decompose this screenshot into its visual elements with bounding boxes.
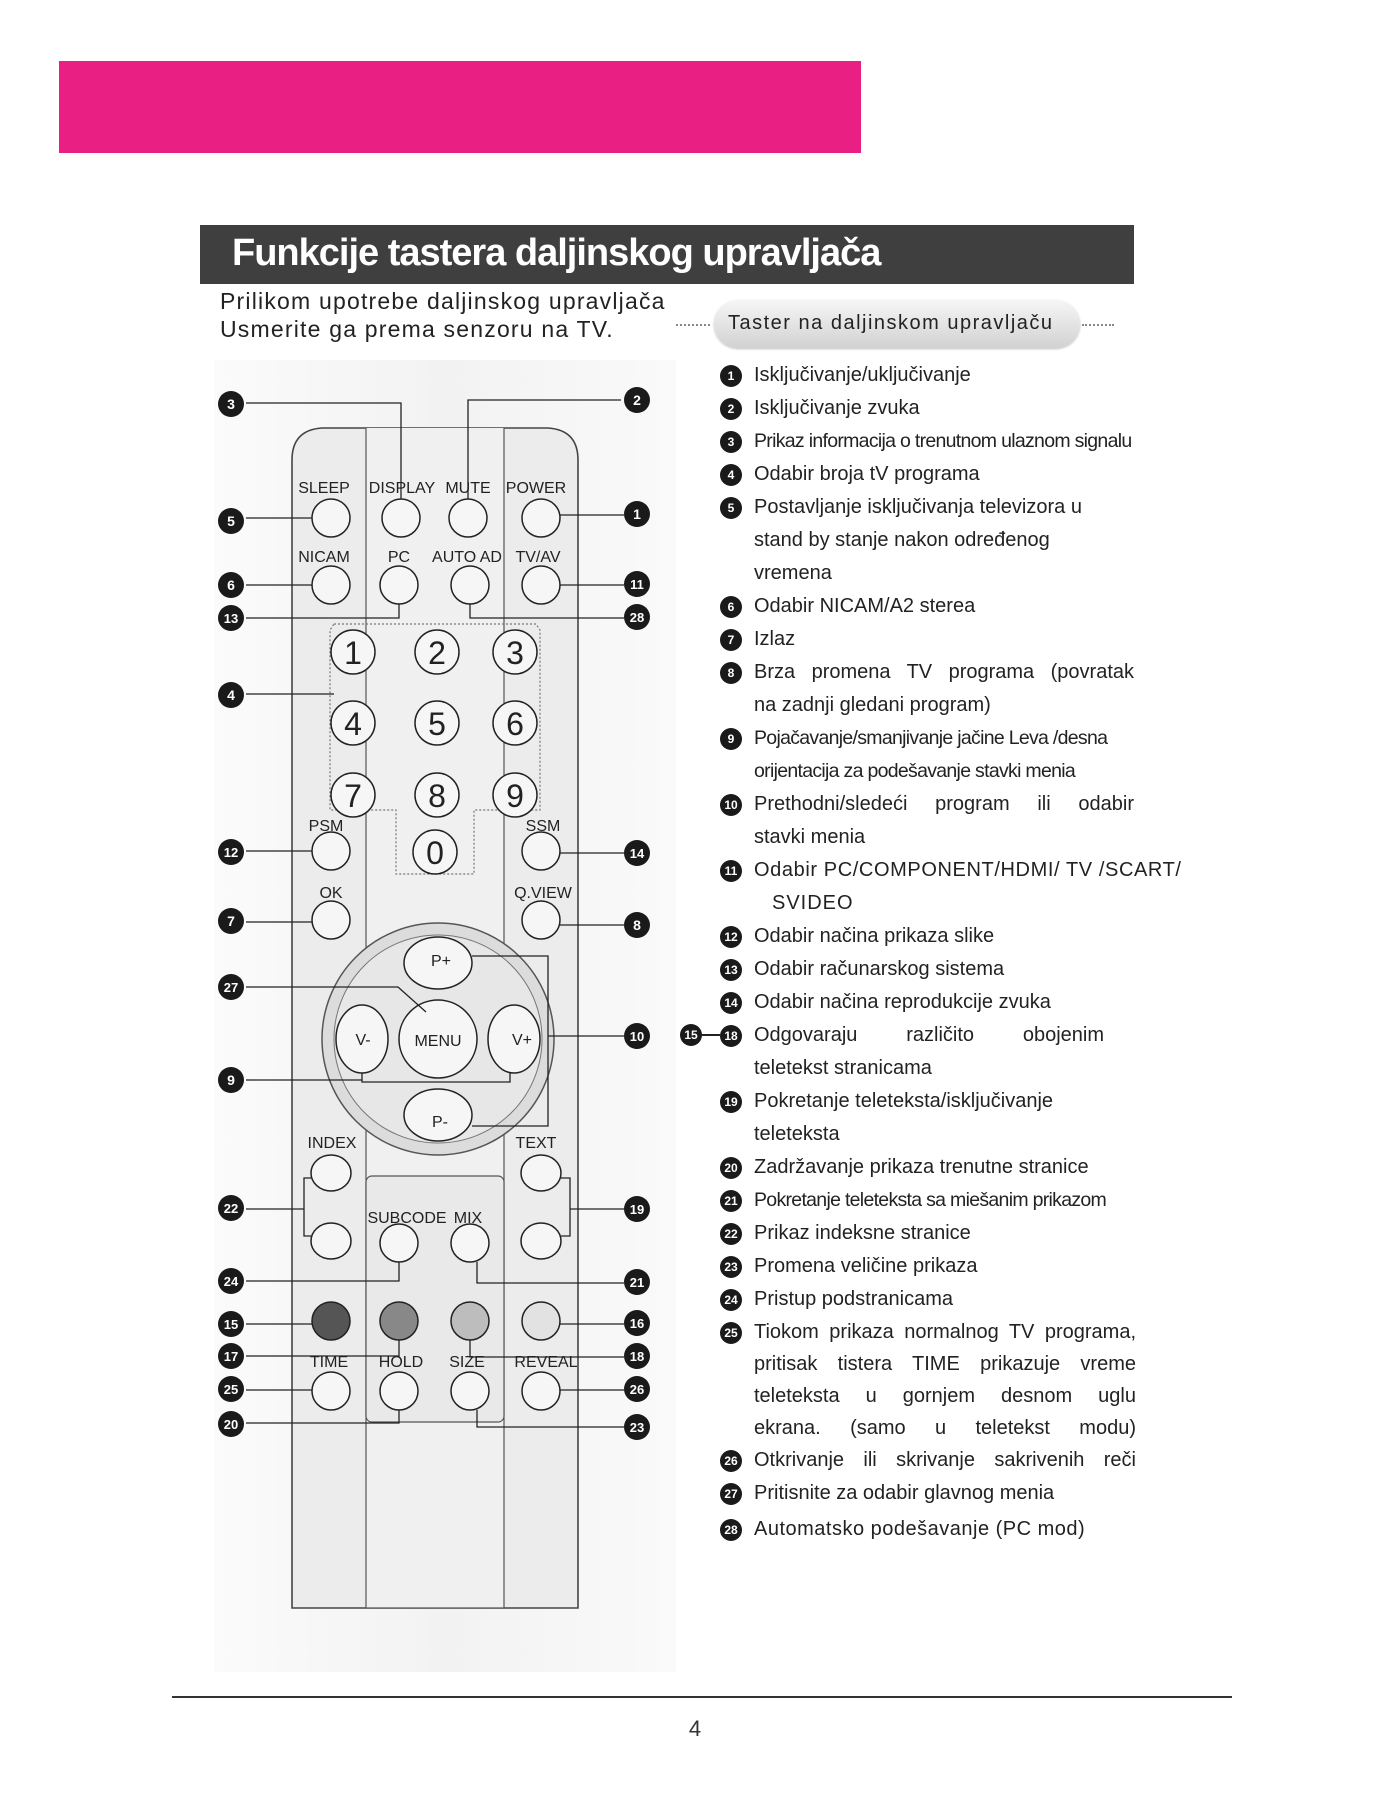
legend-text: vremena: [754, 562, 832, 584]
legend-item-3: [720, 425, 1180, 455]
digit-6-label: 6: [506, 706, 524, 742]
p-plus-label: P+: [430, 953, 452, 970]
display-button: [382, 499, 420, 537]
mute-label: MUTE: [445, 480, 491, 497]
pc-button: [380, 566, 418, 604]
svg-text:12: 12: [223, 845, 239, 860]
svg-text:17: 17: [223, 1349, 239, 1364]
page-title: Funkcije tastera daljinskog upravljača: [232, 232, 881, 274]
callout-10: [624, 1023, 650, 1049]
legend-text: teletekst stranicama: [754, 1057, 932, 1079]
legend-number: 3: [720, 431, 742, 453]
legend-text: Prikaz indeksne stranice: [754, 1222, 971, 1244]
digit-1-label: 1: [344, 635, 362, 671]
svg-text:13: 13: [223, 611, 239, 626]
svg-text:15: 15: [223, 1317, 239, 1332]
svg-text:14: 14: [629, 846, 645, 861]
subcode-button: [380, 1224, 418, 1262]
svg-text:10: 10: [629, 1029, 645, 1044]
psm-button: [312, 832, 350, 870]
svg-text:26: 26: [629, 1382, 645, 1397]
legend-item-13: [720, 953, 1180, 983]
legend-number: 12: [720, 926, 742, 948]
legend-item-11: [720, 854, 1180, 884]
legend-text: Isključivanje zvuka: [754, 397, 920, 419]
callout-9: [218, 1067, 244, 1093]
legend-number: 28: [720, 1519, 742, 1541]
legend-number: 21: [720, 1190, 742, 1212]
legend-item-22: [720, 1217, 1180, 1247]
legend-text: Odabir PC/COMPONENT/HDMI/ TV /SCART/: [754, 859, 1182, 881]
blue-button: [522, 1302, 560, 1340]
legend-item-23: [720, 1250, 1180, 1280]
legend-item-25-cont: [720, 1348, 1180, 1378]
legend-number: 25: [720, 1322, 742, 1344]
pc-label: PC: [387, 549, 411, 566]
legend-item-28: [720, 1513, 1180, 1543]
legend-text: Odgovaraju različito obojenim: [754, 1024, 1104, 1046]
legend-number: 1: [720, 365, 742, 387]
autoad-label: AUTO AD: [432, 549, 502, 566]
legend-text: orijentacija za podešavanje stavki menia: [754, 760, 1076, 782]
legend-text: Tiokom prikaza normalnog TV programa,: [754, 1321, 1136, 1343]
svg-text:27: 27: [223, 980, 239, 995]
svg-text:11: 11: [630, 577, 644, 592]
svg-text:8: 8: [633, 917, 641, 933]
svg-text:5: 5: [227, 513, 235, 529]
legend-item-25: [720, 1316, 1180, 1346]
legend-text: Pokretanje teleteksta/isključivanje: [754, 1090, 1054, 1112]
legend-item-6: [720, 590, 1180, 620]
index-down-button: [311, 1223, 351, 1259]
tvav-button: [522, 566, 560, 604]
legend-text: teleteksta u gornjem desnom uglu: [754, 1385, 1136, 1407]
callout-8: [624, 912, 650, 938]
legend-text: Promena veličine prikaza: [754, 1255, 978, 1277]
legend-number: 4: [720, 464, 742, 486]
legend-number-15: 15: [680, 1024, 702, 1046]
legend-item-5: [720, 491, 1180, 521]
text-up-button: [521, 1155, 561, 1191]
callout-24: [218, 1268, 244, 1294]
text-label: TEXT: [515, 1135, 557, 1152]
legend-number: 5: [720, 497, 742, 519]
callout-11: [624, 571, 650, 597]
legend-item-9-cont: [720, 755, 1180, 785]
callout-26: [624, 1376, 650, 1402]
legend-number: 6: [720, 596, 742, 618]
mix-label: MIX: [453, 1210, 483, 1227]
text-down-button: [521, 1223, 561, 1259]
callout-2: [624, 387, 650, 413]
legend-item-5-cont: [720, 557, 1180, 587]
legend-text: Odabir broja tV programa: [754, 463, 980, 485]
legend-text: Odabir NICAM/A2 sterea: [754, 595, 976, 617]
tvav-label: TV/AV: [515, 549, 561, 566]
legend-item-19-cont: [720, 1118, 1180, 1148]
size-label: SIZE: [449, 1354, 485, 1371]
legend-item-15-18-cont: [720, 1052, 1180, 1082]
legend-text: Brza promena TV programa (povratak: [754, 661, 1134, 683]
legend-text: Odabir načina prikaza slike: [754, 925, 995, 947]
ssm-button: [522, 832, 560, 870]
digit-2-label: 2: [428, 635, 446, 671]
callout-22: [218, 1195, 244, 1221]
legend-number: 11: [720, 860, 742, 882]
time-label: TIME: [309, 1354, 349, 1371]
intro-line-1: Prilikom upotrebe daljinskog upravljača: [220, 288, 666, 314]
yellow-button: [451, 1302, 489, 1340]
svg-text:23: 23: [629, 1420, 645, 1435]
power-label: POWER: [505, 480, 567, 497]
menu-label: MENU: [414, 1033, 462, 1050]
svg-text:16: 16: [629, 1316, 645, 1331]
callout-19: [624, 1196, 650, 1222]
legend-text: Pojačavanje/smanjivanje jačine Leva /desna: [754, 727, 1108, 749]
size-button: [451, 1372, 489, 1410]
sleep-label: SLEEP: [298, 480, 350, 497]
legend-item-20: [720, 1151, 1180, 1181]
qview-label: Q.VIEW: [514, 885, 572, 902]
legend-text: stand by stanje nakon određenog: [754, 529, 1050, 551]
legend-item-10-cont: [720, 821, 1180, 851]
legend-text: Prethodni/sledeći program ili odabir: [754, 793, 1134, 815]
legend-item-25-cont: [720, 1412, 1180, 1442]
v-minus-label: V-: [355, 1032, 371, 1049]
legend-item-7: [720, 623, 1180, 653]
svg-text:19: 19: [629, 1202, 645, 1217]
intro-line-2: Usmerite ga prema senzoru na TV.: [220, 316, 614, 342]
hold-label: HOLD: [378, 1354, 424, 1371]
svg-text:18: 18: [629, 1349, 645, 1364]
reveal-label: REVEAL: [514, 1354, 578, 1371]
legend-text: Automatsko podešavanje (PC mod): [754, 1518, 1086, 1540]
svg-text:2: 2: [633, 392, 641, 408]
digit-7-label: 7: [344, 778, 362, 814]
ssm-label: SSM: [525, 818, 561, 835]
svg-text:7: 7: [227, 913, 235, 929]
legend-item-10: [720, 788, 1180, 818]
legend-number: 27: [720, 1483, 742, 1505]
psm-label: PSM: [308, 818, 344, 835]
qview-button: [522, 901, 560, 939]
power-button: [522, 499, 560, 537]
legend-number: 2: [720, 398, 742, 420]
legend-number: 22: [720, 1223, 742, 1245]
callout-4: [218, 682, 244, 708]
autoad-button: [451, 566, 489, 604]
svg-text:28: 28: [629, 610, 645, 625]
legend-text: na zadnji gledani program): [754, 694, 991, 716]
callout-15: [218, 1311, 244, 1337]
legend-text: Pritisnite za odabir glavnog menia: [754, 1482, 1055, 1504]
legend-item-4: [720, 458, 1180, 488]
legend-range-connector: [702, 1034, 720, 1036]
index-up-button: [311, 1155, 351, 1191]
legend-number: 24: [720, 1289, 742, 1311]
legend-number: 14: [720, 992, 742, 1014]
legend-text: Pokretanje teleteksta sa miešanim prikazom: [754, 1189, 1107, 1211]
callout-7: [218, 908, 244, 934]
legend-text: Odabir načina reprodukcije zvuka: [754, 991, 1051, 1013]
mute-button: [449, 499, 487, 537]
v-plus-label: V+: [511, 1032, 533, 1049]
callout-20: [218, 1411, 244, 1437]
digit-3-label: 3: [506, 635, 524, 671]
legend-number: 20: [720, 1157, 742, 1179]
legend-item-15-18: [720, 1019, 1180, 1049]
mix-button: [451, 1224, 489, 1262]
svg-text:22: 22: [223, 1201, 239, 1216]
legend-item-2: [720, 392, 1180, 422]
digit-9-label: 9: [506, 778, 524, 814]
red-button: [312, 1302, 350, 1340]
hold-button: [380, 1372, 418, 1410]
digit-0-label: 0: [426, 835, 444, 871]
callout-1: [624, 501, 650, 527]
svg-text:24: 24: [223, 1274, 239, 1289]
callout-27: [218, 974, 244, 1000]
legend-number: 13: [720, 959, 742, 981]
legend-text: Odabir računarskog sistema: [754, 958, 1005, 980]
callout-5: [218, 508, 244, 534]
legend-item-25-cont: [720, 1380, 1180, 1410]
legend-text: Postavljanje isključivanja televizora u: [754, 496, 1082, 518]
callout-16: [624, 1310, 650, 1336]
callout-3: [218, 391, 244, 417]
svg-text:25: 25: [223, 1382, 239, 1397]
digit-5-label: 5: [428, 706, 446, 742]
callout-13: [218, 605, 244, 631]
svg-text:21: 21: [629, 1275, 645, 1290]
callout-28: [624, 604, 650, 630]
callout-14: [624, 840, 650, 866]
time-button: [312, 1372, 350, 1410]
legend-text: Otkrivanje ili skrivanje sakrivenih reči: [754, 1449, 1136, 1471]
callout-6: [218, 572, 244, 598]
callout-12: [218, 839, 244, 865]
reveal-button: [522, 1372, 560, 1410]
ok-button: [312, 901, 350, 939]
nicam-button: [312, 566, 350, 604]
legend-number: 8: [720, 662, 742, 684]
legend-item-11-cont: [720, 887, 1180, 917]
legend-item-5-cont: [720, 524, 1180, 554]
callout-18: [624, 1343, 650, 1369]
legend-number: 23: [720, 1256, 742, 1278]
legend-number: 18: [720, 1025, 742, 1047]
legend-number: 10: [720, 794, 742, 816]
sleep-button: [312, 499, 350, 537]
svg-text:3: 3: [227, 396, 235, 412]
svg-text:4: 4: [227, 687, 235, 703]
callout-21: [624, 1269, 650, 1295]
page-number: 4: [688, 1716, 702, 1741]
legend-text: teleteksta: [754, 1123, 840, 1145]
legend-text: Prikaz informacija o trenutnom ulaznom signalu: [754, 430, 1132, 452]
digit-8-label: 8: [428, 778, 446, 814]
legend-number: 26: [720, 1450, 742, 1472]
legend-text: SVIDEO: [772, 892, 854, 914]
legend-text: Izlaz: [754, 628, 796, 650]
legend-item-8-cont: [720, 689, 1180, 719]
svg-text:20: 20: [223, 1417, 239, 1432]
legend-number: 7: [720, 629, 742, 651]
legend-text: stavki menia: [754, 826, 866, 848]
legend-text: Pristup podstranicama: [754, 1288, 953, 1310]
digit-4-label: 4: [344, 706, 362, 742]
footer-divider: [172, 1696, 1232, 1698]
legend-number: 19: [720, 1091, 742, 1113]
callout-23: [624, 1414, 650, 1440]
legend-text: Zadržavanje prikaza trenutne stranice: [754, 1156, 1089, 1178]
nicam-label: NICAM: [298, 549, 350, 566]
subcode-label: SUBCODE: [367, 1210, 447, 1227]
legend-title: Taster na daljinskom upravljaču: [728, 312, 1054, 334]
legend-text: pritisak tistera TIME prikazuje vreme: [754, 1353, 1136, 1375]
green-button: [380, 1302, 418, 1340]
display-label: DISPLAY: [368, 480, 436, 497]
legend-text: ekrana. (samo u teletekst modu): [754, 1417, 1136, 1439]
legend-item-26: [720, 1444, 1180, 1474]
legend-item-12: [720, 920, 1180, 950]
svg-text:9: 9: [227, 1072, 235, 1088]
ok-label: OK: [319, 885, 343, 902]
legend-item-8: [720, 656, 1180, 686]
legend-item-24: [720, 1283, 1180, 1313]
legend-item-27: [720, 1477, 1180, 1507]
callout-17: [218, 1343, 244, 1369]
legend-item-21: [720, 1184, 1180, 1214]
legend-item-9: [720, 722, 1180, 752]
svg-text:6: 6: [227, 577, 235, 593]
index-label: INDEX: [307, 1135, 357, 1152]
p-minus-label: P-: [432, 1114, 448, 1131]
legend-number: 9: [720, 728, 742, 750]
legend-item-1: [720, 359, 1180, 389]
legend-item-19: [720, 1085, 1180, 1115]
legend-text: Isključivanje/uključivanje: [754, 364, 971, 386]
svg-text:1: 1: [633, 506, 641, 522]
legend-item-14: [720, 986, 1180, 1016]
callout-25: [218, 1376, 244, 1402]
